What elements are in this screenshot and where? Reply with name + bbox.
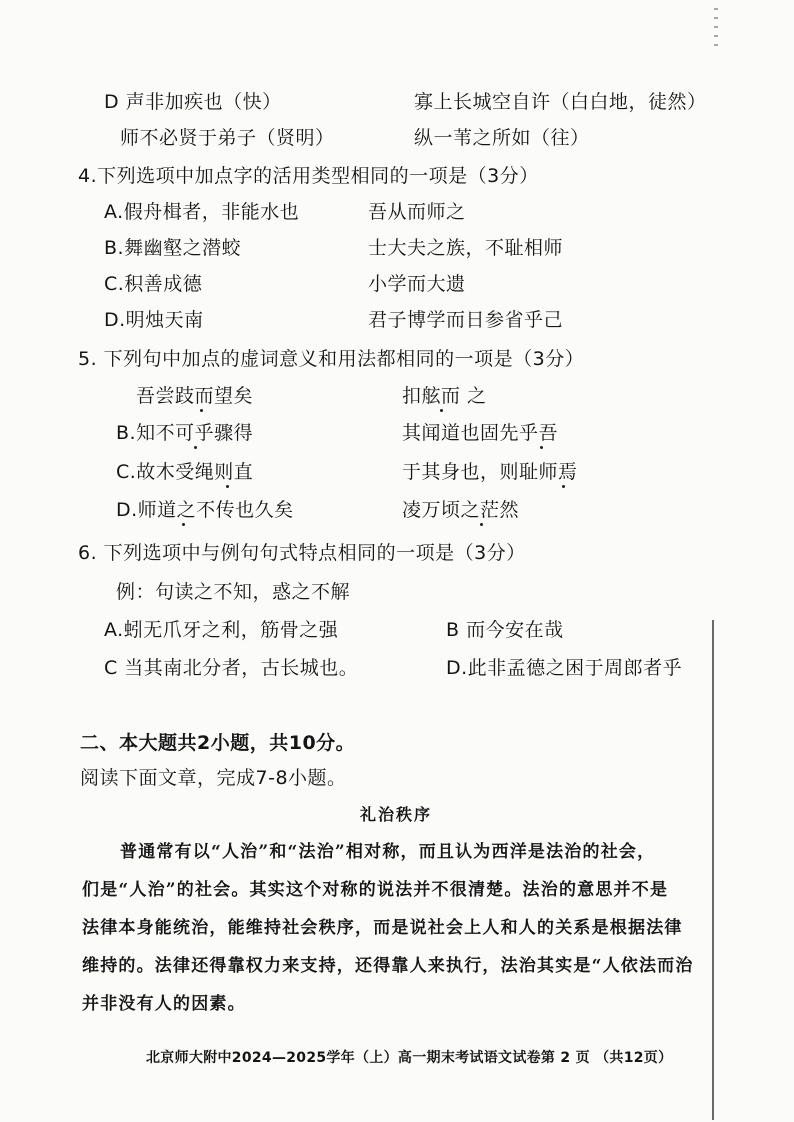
q6-option-a: A.蚓无爪牙之利，筋骨之强 bbox=[104, 619, 339, 641]
q4-option-d-right: 君子博学而日参省乎己 bbox=[368, 309, 564, 331]
q5-option-b-right: 其闻道也固先乎吾 bbox=[402, 422, 559, 444]
emphasis-dot bbox=[226, 485, 229, 488]
q5-option-a-right: 扣舷而 之 bbox=[402, 385, 487, 407]
emphasis-dot bbox=[200, 409, 203, 412]
q6-stem: 6. 下列选项中与例句句式特点相同的一项是（3分） bbox=[78, 542, 526, 564]
emphasis-dot bbox=[480, 523, 483, 526]
q4-option-d-left: D.明烛天南 bbox=[104, 309, 204, 331]
q4-option-a-right: 吾从而师之 bbox=[368, 201, 466, 223]
article-line: 法律本身能统治，能维持社会秩序，而是说社会上人和人的关系是根据法律 bbox=[82, 918, 683, 938]
q3-option-d-left2: 师不必贤于弟子（贤明） bbox=[120, 127, 335, 149]
q4-option-c-left: C.积善成德 bbox=[104, 273, 203, 295]
q4-option-b-right: 士大夫之族，不耻相师 bbox=[368, 237, 564, 259]
q5-option-a-left: 吾尝跂而望矣 bbox=[136, 385, 254, 407]
q4-option-b-left: B.舞幽壑之潜蛟 bbox=[104, 237, 242, 259]
q5-option-b-left: B.知不可乎骤得 bbox=[116, 422, 254, 444]
q3-option-d-right2: 纵一苇之所如（往） bbox=[414, 127, 590, 149]
q3-option-d-right1: 寡上长城空自许（白白地，徒然） bbox=[414, 91, 707, 113]
section-heading: 二、本大题共2小题，共10分。 bbox=[80, 732, 356, 754]
emphasis-dot bbox=[182, 523, 185, 526]
page-footer: 北京师大附中2024—2025学年（上）高一期末考试语文试卷第 2 页 （共12页） bbox=[146, 1050, 673, 1066]
q4-stem: 4.下列选项中加点字的活用类型相同的一项是（3分） bbox=[78, 165, 539, 187]
q4-option-a-left: A.假舟楫者，非能水也 bbox=[104, 201, 300, 223]
reading-instruction: 阅读下面文章，完成7-8小题。 bbox=[80, 767, 347, 789]
q5-option-c-right: 于其身也，则耻师焉 bbox=[402, 461, 578, 483]
q3-option-d-left1: D 声非加疾也（快） bbox=[104, 91, 282, 113]
q5-option-d-left: D.师道之不传也久矣 bbox=[116, 499, 294, 521]
article-line: 普通常有以“人治”和“法治”相对称，而且认为西洋是法治的社会， bbox=[120, 842, 656, 862]
emphasis-dot bbox=[540, 446, 543, 449]
scan-edge-line bbox=[712, 620, 714, 1120]
q6-option-c: C 当其南北分者，古长城也。 bbox=[104, 657, 359, 679]
q6-example: 例：句读之不知，惑之不解 bbox=[116, 581, 351, 603]
article-line: 维持的。法律还得靠权力来支持，还得靠人来执行，法治其实是“人依法而治 bbox=[82, 956, 694, 976]
scan-specks bbox=[714, 8, 718, 48]
emphasis-dot bbox=[562, 485, 565, 488]
emphasis-dot bbox=[440, 409, 443, 412]
q6-option-b: B 而今安在哉 bbox=[446, 619, 564, 641]
emphasis-dot bbox=[194, 446, 197, 449]
article-title: 礼治秩序 bbox=[360, 805, 433, 824]
article-line: 们是“人治”的社会。其实这个对称的说法并不很清楚。法治的意思并不是 bbox=[82, 880, 669, 900]
q4-option-c-right: 小学而大遗 bbox=[368, 273, 466, 295]
q5-stem: 5. 下列句中加点的虚词意义和用法都相同的一项是（3分） bbox=[78, 348, 585, 370]
q6-option-d: D.此非孟德之困于周郎者乎 bbox=[446, 657, 683, 679]
q5-option-d-right: 凌万顷之茫然 bbox=[402, 499, 520, 521]
q5-option-c-left: C.故木受绳则直 bbox=[116, 461, 254, 483]
article-line: 并非没有人的因素。 bbox=[82, 994, 246, 1014]
